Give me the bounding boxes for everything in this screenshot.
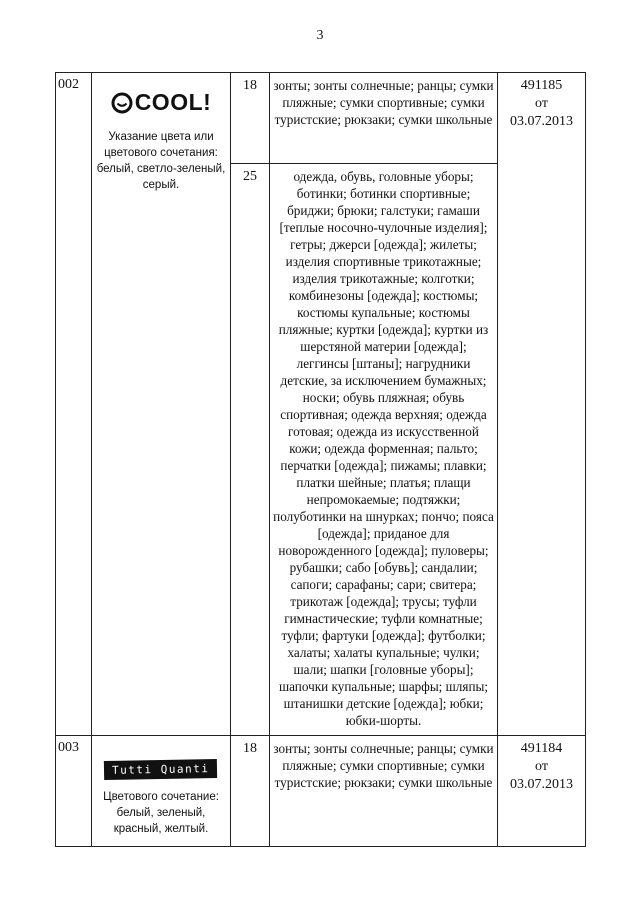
registration-date: 03.07.2013: [510, 114, 573, 129]
row-number: 003: [56, 736, 92, 847]
registration-date: 03.07.2013: [510, 777, 573, 792]
cool-logo-text: COOL!: [134, 89, 212, 115]
class-number: 18: [231, 73, 270, 164]
registration-from: от: [535, 96, 548, 111]
goods-list: зонты; зонты солнечные; ранцы; сумки пляжные; сумки спортивные; сумки туристские; рюкзаки; сумки школьные: [270, 736, 498, 847]
goods-list: зонты; зонты солнечные; ранцы; сумки пляжные; сумки спортивные; сумки туристские; рюкзаки; сумки школьные: [270, 73, 498, 164]
registration-number: 491184: [520, 741, 563, 756]
registration-cell: [498, 736, 586, 847]
trademark-table: [55, 72, 586, 847]
table-row: [56, 736, 586, 847]
registration-number: 491185: [520, 78, 563, 93]
registration-cell: [498, 73, 586, 736]
registration-from: от: [535, 759, 548, 774]
class-number: 25: [231, 164, 270, 736]
color-note: Указание цвета или цветового сочетания: белый, светло-зеленый, серый.: [96, 130, 226, 191]
class-number: 18: [231, 736, 270, 847]
smile-circle-icon: [111, 92, 133, 114]
cool-logo: [111, 89, 212, 116]
page-number: 3: [316, 28, 324, 43]
tutti-quanti-logo: Tutti Quanti: [104, 759, 218, 780]
color-note: Цветового сочетание: белый, зеленый, красный, желтый.: [103, 791, 219, 835]
trademark-cell: [92, 736, 231, 847]
table-row: [56, 73, 586, 164]
goods-list: одежда, обувь, головные уборы; ботинки; ботинки спортивные; бриджи; брюки; галстуки; гамаши [теплые носочно-чулочные изделия]; гетры; джерси [одежда]; жилеты; изделия спортивные трикотажные; изделия трикотажные; колготки; комбинезоны [одежда]; костюмы; костюмы купальные; костюмы пляжные; куртки [одежда]; куртки из шерстяной материи [одежда]; леггинсы [штаны]; нагрудники детские, за исключением бумажных; носки; обувь пляжная; обувь спортивная; одежда верхняя; одежда готовая; одежда из искусственной кожи; одежда форменная; пальто; перчатки [одежда]; пижамы; плавки; платки шейные; платья; плащи непромокаемые; подтяжки; полуботинки на шнурках; пончо; пояса [одежда]; приданое для новорожденного [одежда]; пуловеры; рубашки; сабо [обувь]; сандалии; сапоги; сарафаны; сари; свитера; трикотаж [одежда]; трусы; туфли гимнастические; туфли комнатные; туфли; фартуки [одежда]; футболки; халаты; халаты купальные; чулки; шали; шапки [головные уборы]; шапочки купальные; шарфы; шляпы; штанишки детские [одежда]; юбки; юбки-шорты.: [270, 164, 498, 736]
trademark-cell: [92, 73, 231, 736]
row-number: 002: [56, 73, 92, 736]
